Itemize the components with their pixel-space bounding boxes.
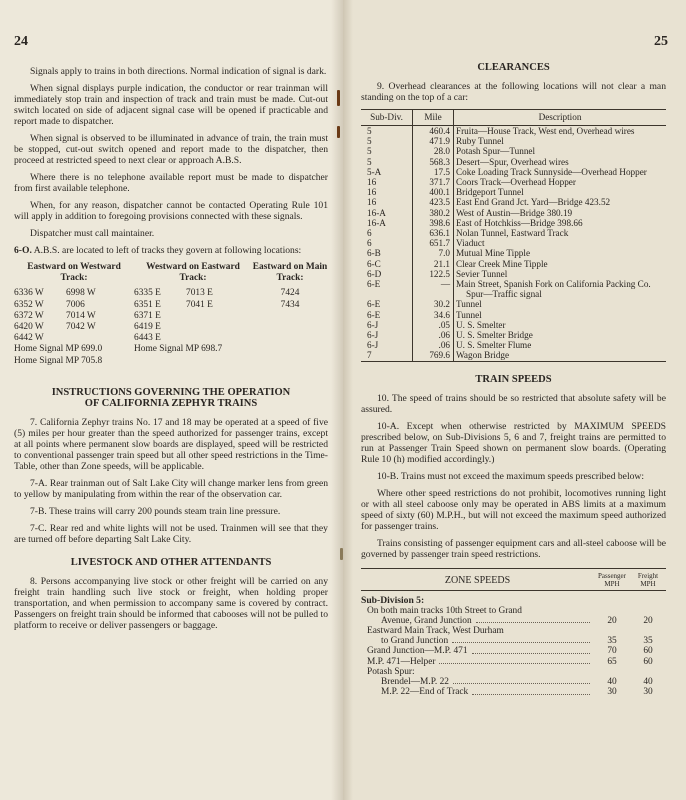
mile-cell: — [413,279,454,299]
zone-row [361,677,666,687]
dot-leader [452,642,590,643]
home-signals-1 [14,344,134,366]
zone-label: On both main tracks 10th Street to Grand [367,605,522,616]
description-cell: Coke Loading Track Sunnyside—Overhead Hopper [454,167,667,177]
signal-location: 7014 W [66,310,96,321]
subdiv-cell: 6-J [367,340,379,351]
zone-speeds-table [361,568,666,698]
table-row [361,330,666,340]
rule-text: Rear red and white lights will not be used. Trainmen will see that they are turned off before departing Salt Lake City. [14,522,328,545]
mile-cell: 400.1 [413,187,454,197]
mile-cell: 568.3 [413,157,454,167]
table-row [361,218,666,228]
page-number-right: 25 [654,34,668,49]
zone-row [361,636,666,646]
zone-label: M.P. 22—End of Track [381,687,469,698]
mile-cell: 21.1 [413,259,454,269]
signal-location: 6442 W [14,333,44,344]
description-cell: U. S. Smelter Flume [454,340,667,350]
mile-cell: 7.0 [413,248,454,258]
signal-location: 7434 [280,299,300,310]
rule-text: Persons accompanying live stock or other freight will be carried on any freight train handling such live stock or freight, when holding proper transportation, and when permission to accompany same is covered by contract. Passengers on freight train should be informed that cabooses will not be pulled to platform to receive or deliver passengers or baggage. [14,575,328,631]
clearances-title: CLEARANCES [477,62,550,73]
signal-location [186,333,232,344]
zone-speeds-header [361,569,666,591]
table-row [361,177,666,187]
rule-7a [14,478,328,500]
table-row [361,340,666,350]
right-page [343,0,686,800]
page-tab-mark [337,90,340,106]
signal-column-1 [14,288,134,344]
left-column [14,66,328,637]
subdiv-cell: 16 [367,187,377,198]
table-row [361,259,666,269]
subdiv-cell: 6 [367,238,372,249]
rule-7c [14,523,328,545]
zone-speeds-title: ZONE SPEEDS [444,574,511,586]
passenger-speed: 40 [607,677,617,688]
signal-location: 7041 E [186,299,213,310]
table-row [361,350,666,361]
subdiv-cell: 6-D [367,268,382,279]
rule-text: Except when otherwise restricted by MAXIMUM SPEEDS prescribed below, on Sub-Divisions 5, 6 and 7, freight trains are permitted to run at Passenger Train Speed shown on permanent slow boards. (Operating Rule 10 (h) modified accordingly.) [361,420,666,465]
mile-cell: 28.0 [413,146,454,156]
description-cell: Wagon Bridge [454,350,667,361]
mile-cell: 30.2 [413,299,454,309]
mile-cell: 371.7 [413,177,454,187]
table-row [361,136,666,146]
table-row [361,279,666,299]
signal-column-3 [252,288,328,344]
home-signals-2 [134,344,252,366]
freight-speed: 35 [643,636,653,647]
description-cell: Nolan Tunnel, Eastward Track [454,228,667,238]
signal-location: 6420 W [14,322,44,333]
rule-number: 8. [30,575,38,587]
signal-header: Eastward on Main Track: [252,262,328,284]
zone-label: to Grand Junction [381,636,449,647]
table-row [361,269,666,279]
signal-location: 7424 [280,288,300,299]
passenger-speed: 70 [607,646,617,657]
table-row [361,238,666,248]
table-row [361,187,666,197]
rule-9 [361,81,666,103]
subdiv-cell: 16 [367,197,377,208]
mile-cell: .06 [413,330,454,340]
zone-row-label [361,606,666,616]
paragraph: When, for any reason, dispatcher cannot be contacted Operating Rule 101 will apply in addition to foregoing provisions connected with these signals. [14,200,328,222]
subdiv-cell: 7 [367,350,372,361]
signal-header: Westward on Eastward Track: [146,262,240,284]
dot-leader [453,683,590,684]
rule-10 [361,393,666,415]
zone-label: Eastward Main Track, West Durham [367,626,504,637]
column-header-mile: Mile [413,110,454,126]
freight-speed: 60 [643,656,653,667]
signal-header: Eastward on Westward Track: [27,262,121,284]
signal-location: 6371 E [134,310,161,321]
subdiv-cell: 5 [367,126,372,136]
rule-7 [14,417,328,472]
description-cell: U. S. Smelter Bridge [454,330,667,340]
dot-leader [439,663,590,664]
zone-speeds-body [361,606,666,698]
paragraph: When signal displays purple indication, the conductor or rear trainman will immediately stop train and inspection of track and train must be made. Cut-out switch located on side of adjacent signal case will be opened if practicable and report made to dispatcher. [14,83,328,127]
description-cell: Coors Track—Overhead Hopper [454,177,667,187]
subdiv-cell: 16-A [367,207,386,218]
dot-leader [472,694,590,695]
rule-number: 10-B. [377,470,399,482]
freight-speed: 20 [643,615,653,626]
paragraph: Where there is no telephone available report must be made to dispatcher from first available telephone. [14,172,328,194]
description-cell: Tunnel [454,310,667,320]
subdiv-cell: 5 [367,156,372,167]
rule-10a [361,421,666,465]
mile-cell: 398.6 [413,218,454,228]
livestock-section-title: LIVESTOCK AND OTHER ATTENDANTS [70,556,272,568]
subdiv-cell: 6-E [367,299,381,310]
table-row [361,167,666,177]
signal-location: 7006 [66,299,85,310]
rule-text: Rear trainman out of Salt Lake City will change marker lens from green to yellow by manipulating from within the rear of the observation car. [14,477,329,500]
rule-number: 10-A. [377,420,400,432]
table-row [361,157,666,167]
home-signal: Home Signal MP 698.7 [134,344,223,355]
rule-number: 7-B. [30,505,47,517]
column-header-subdiv: Sub-Div. [361,110,413,126]
train-speeds-title: TRAIN SPEEDS [475,373,552,385]
zone-label: M.P. 471—Helper [367,656,436,667]
rule-8 [14,576,328,631]
subdiv-cell: 6-E [367,309,381,320]
rule-number: 10. [377,392,389,404]
abs-rule [14,245,328,256]
zone-row [361,646,666,656]
zone-subdivision: Sub-Division 5: [361,594,425,606]
rule-text: California Zephyr trains No. 17 and 18 may be operated at a speed of five (5) miles per hour greater than the speed authorized for passenger trains, except at all points where permanent slow boards are displayed, speed will be restricted to conventional passenger train speed but all other speed restrictions in the Time-Table, other than Zone speeds, will be applicable. [14,416,328,472]
rule-text: Overhead clearances at the following locations will not clear a man standing on the top of a car: [361,81,666,103]
zone-label: Potash Spur: [367,666,415,677]
subdiv-cell: 5-A [367,166,382,177]
passenger-speed: 20 [607,615,617,626]
description-cell: Desert—Spur, Overhead wires [454,157,667,167]
zephyr-section-title: INSTRUCTIONS GOVERNING THE OPERATION OF CALIFORNIA ZEPHYR TRAINS [51,386,291,409]
description-cell: Main Street, Spanish Fork on California Packing Co. Spur—Traffic signal [454,279,667,299]
table-row [361,228,666,238]
rule-text: Trains must not exceed the maximum speeds prescribed below: [400,470,644,482]
description-cell: U. S. Smelter [454,320,667,330]
column-header-passenger: Passenger MPH [598,571,626,588]
paragraph: Trains consisting of passenger equipment cars and all-steel caboose will be governed by passenger train speed restrictions. [361,537,666,560]
passenger-speed: 30 [607,687,617,698]
subdiv-cell: 6-J [367,330,379,341]
subdiv-cell: 5 [367,146,372,157]
signal-location: 7013 E [186,288,213,299]
description-cell: Potash Spur—Tunnel [454,146,667,156]
column-header-freight: Freight MPH [637,571,659,588]
table-row [361,197,666,207]
page-tab-mark [337,126,340,138]
table-row [361,299,666,309]
zone-label: Grand Junction—M.P. 471 [367,646,468,657]
paragraph: Where other speed restrictions do not prohibit, locomotives running light or with all steel caboose only may be operated in ABS limits at a maximum speed of sixty (60) M.P.H., but will not exceed the maximum speed authorized for passenger trains. [361,487,666,532]
dot-leader [476,622,590,623]
mile-cell: 636.1 [413,228,454,238]
subdiv-cell: 6-C [367,258,381,269]
signal-location: 6998 W [66,288,96,299]
mile-cell: 423.5 [413,197,454,207]
description-cell: Tunnel [454,299,667,309]
zone-row [361,616,666,626]
table-row [361,320,666,330]
description-cell: East of Hotchkiss—Bridge 398.66 [454,218,667,228]
table-row [361,208,666,218]
freight-speed: 60 [643,646,653,657]
zone-row [361,667,666,677]
zone-label: Brendel—M.P. 22 [381,677,449,688]
signal-column-2 [134,288,252,344]
column-header-description: Description [454,110,667,126]
signal-location: 7042 W [66,322,96,333]
rule-number: 9. [377,81,385,92]
rule-number: 7-C. [30,522,47,534]
zone-row [361,657,666,667]
clearance-table-body [361,126,666,362]
mile-cell: 122.5 [413,269,454,279]
mile-cell: .05 [413,320,454,330]
zone-row [361,687,666,697]
signal-location [66,333,112,344]
signal-location: 6335 E [134,288,161,299]
paragraph: When signal is observed to be illuminated in advance of train, the train must be stopped, cut-out switch opened and report made to the dispatcher, then proceed at restricted speed to next clear or approach A.B.S. [14,133,328,166]
subdiv-cell: 6-E [367,279,381,290]
rule-number: 7. [30,416,38,428]
dot-leader [472,653,590,654]
rule-text: The speed of trains should be so restricted that absolute safety will be assured. [361,392,666,415]
rule-10b [361,471,666,482]
mile-cell: 380.2 [413,208,454,218]
clearance-table [361,109,666,362]
mile-cell: 17.5 [413,167,454,177]
signal-locations [14,262,328,367]
rule-number: 7-A. [30,477,48,489]
signal-location: 6443 E [134,333,161,344]
rule-number: 6-O. [14,245,32,256]
paragraph: Dispatcher must call maintainer. [30,228,155,239]
description-cell: East End Grand Jct. Yard—Bridge 423.52 [454,197,667,207]
paragraph: Signals apply to trains in both directions. Normal indication of signal is dark. [30,66,327,77]
signal-location: 6352 W [14,299,44,310]
subdiv-cell: 6-J [367,319,379,330]
mile-cell: 34.6 [413,310,454,320]
description-cell: Clear Creek Mine Tipple [454,259,667,269]
subdiv-cell: 5 [367,136,372,147]
description-cell: Fruita—House Track, West end, Overhead wires [454,126,667,137]
signal-location: 6372 W [14,310,44,321]
mile-cell: 651.7 [413,238,454,248]
passenger-speed: 65 [607,656,617,667]
rule-text: A.B.S. are located to left of tracks they govern at following locations: [33,245,302,256]
passenger-speed: 35 [607,636,617,647]
signal-location [186,311,232,322]
rule-7b [14,506,328,517]
subdiv-cell: 6-B [367,248,381,259]
mile-cell: .06 [413,340,454,350]
description-cell: Ruby Tunnel [454,136,667,146]
table-row [361,310,666,320]
subdiv-cell: 6 [367,228,372,239]
description-cell: Sevier Tunnel [454,269,667,279]
signal-location: 6336 W [14,288,44,299]
description-cell: Bridgeport Tunnel [454,187,667,197]
page-number-left: 24 [14,34,28,49]
subdiv-cell: 16-A [367,217,386,228]
home-signal: Home Signal MP 699.0 [14,344,103,355]
table-row [361,126,666,137]
description-cell: West of Austin—Bridge 380.19 [454,208,667,218]
table-row [361,146,666,156]
signal-location: 6419 E [134,322,161,333]
description-cell: Viaduct [454,238,667,248]
right-column [361,62,666,698]
mile-cell: 471.9 [413,136,454,146]
description-cell: Mutual Mine Tipple [454,248,667,258]
freight-speed: 40 [643,677,653,688]
subdiv-cell: 16 [367,177,377,188]
rule-text: These trains will carry 200 pounds steam train line pressure. [49,505,281,517]
mile-cell: 460.4 [413,126,454,137]
zone-row-label [361,626,666,636]
signal-location: 6351 E [134,299,161,310]
signal-location [186,322,232,333]
table-row [361,248,666,258]
home-signal: Home Signal MP 705.8 [14,355,103,366]
page-tab-mark [340,548,343,560]
freight-speed: 30 [643,687,653,698]
mile-cell: 769.6 [413,350,454,361]
zone-label: Avenue, Grand Junction [381,615,472,626]
